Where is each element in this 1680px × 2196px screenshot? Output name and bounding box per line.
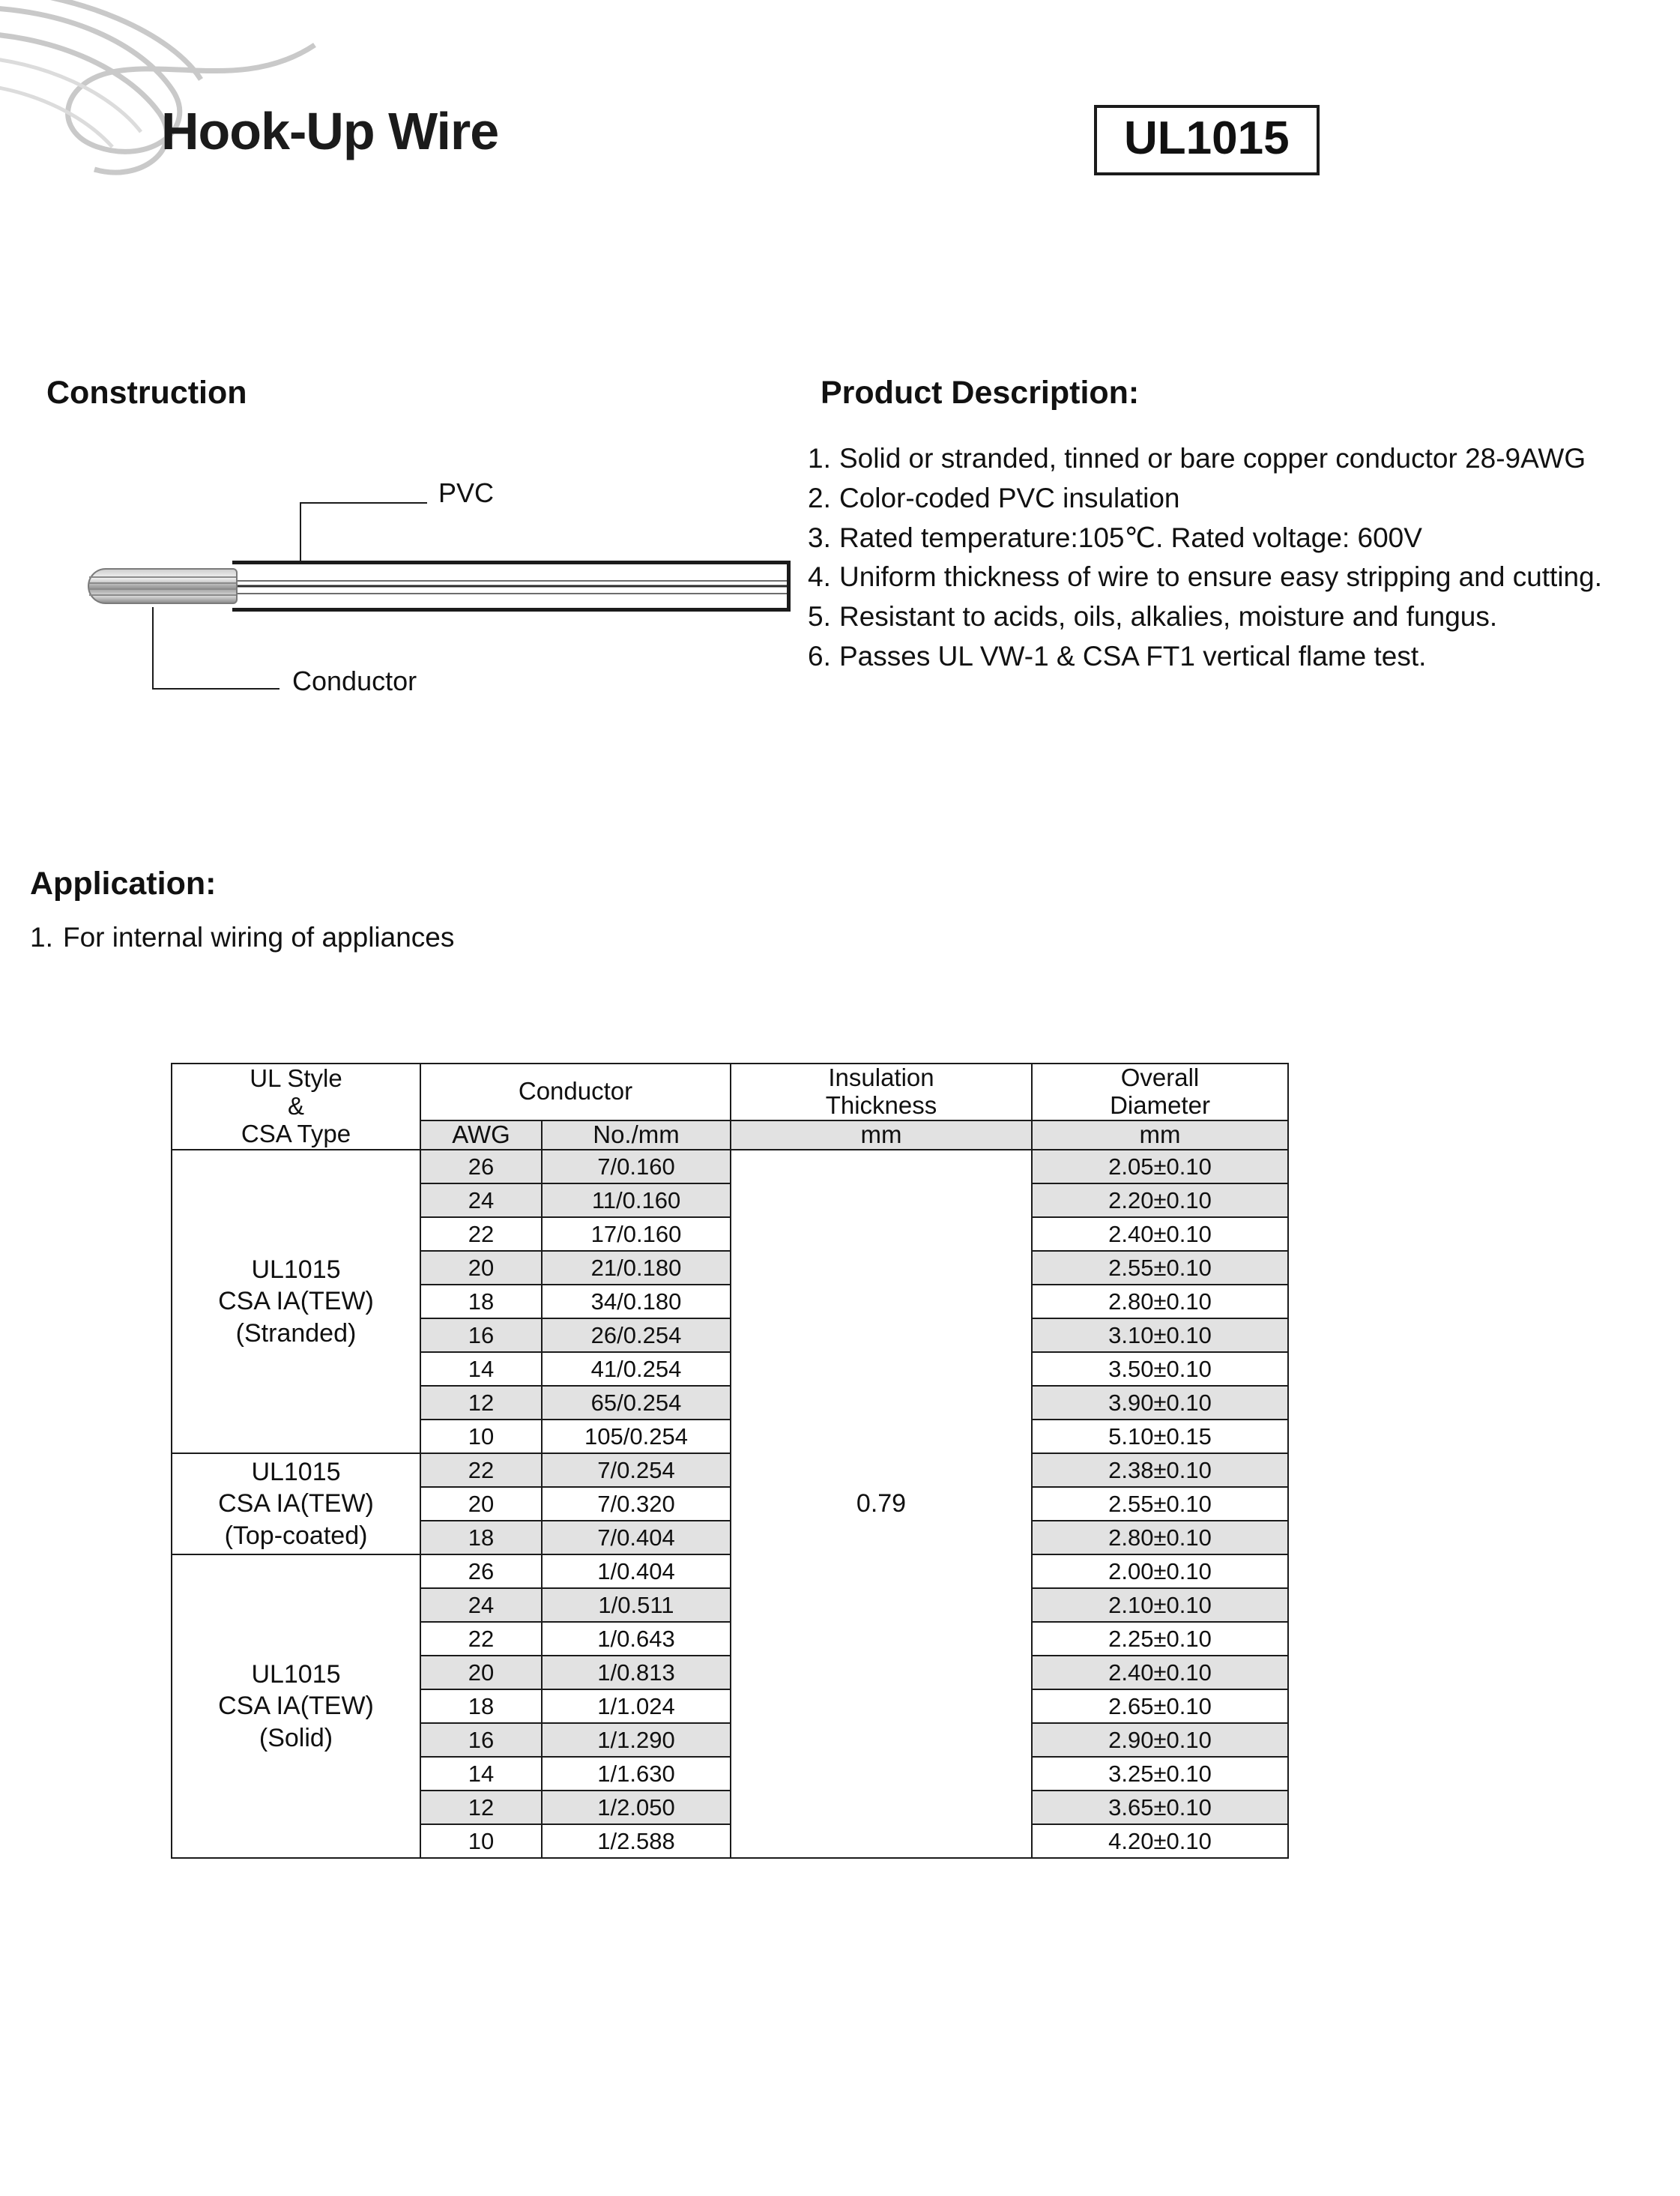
- cell-no-per-mm: 17/0.160: [542, 1217, 731, 1251]
- cell-awg: 18: [420, 1689, 542, 1723]
- header-overall-line2: Diameter: [1110, 1091, 1210, 1119]
- list-item: [808, 441, 1647, 477]
- cell-awg: 22: [420, 1622, 542, 1656]
- list-item: [808, 520, 1647, 557]
- group-style-line1: UL1015: [251, 1659, 341, 1689]
- specification-table: [171, 1063, 1289, 1859]
- cell-awg: 12: [420, 1791, 542, 1824]
- cell-overall-diameter: 3.10±0.10: [1032, 1318, 1288, 1352]
- list-item-number: 1.: [808, 443, 831, 474]
- list-item: [808, 480, 1647, 517]
- cell-no-per-mm: 26/0.254: [542, 1318, 731, 1352]
- cell-overall-diameter: 2.80±0.10: [1032, 1521, 1288, 1554]
- cell-awg: 20: [420, 1487, 542, 1521]
- cell-overall-diameter: 2.90±0.10: [1032, 1723, 1288, 1757]
- cell-no-per-mm: 65/0.254: [542, 1386, 731, 1420]
- header-awg: AWG: [420, 1120, 542, 1150]
- header-overall-diameter: [1032, 1064, 1288, 1120]
- cell-awg: 12: [420, 1386, 542, 1420]
- cell-overall-diameter: 3.50±0.10: [1032, 1352, 1288, 1386]
- group-style-line2: CSA IA(TEW): [218, 1489, 374, 1518]
- cell-awg: 10: [420, 1420, 542, 1453]
- cell-awg: 24: [420, 1183, 542, 1217]
- list-item: [808, 639, 1647, 675]
- list-item-text: Uniform thickness of wire to ensure easy stripping and cutting.: [839, 561, 1602, 593]
- list-item: [808, 559, 1647, 596]
- header-ul-style: [172, 1064, 420, 1150]
- group-style-top-coated: [172, 1453, 420, 1554]
- cell-overall-diameter: 3.90±0.10: [1032, 1386, 1288, 1420]
- cell-no-per-mm: 1/1.024: [542, 1689, 731, 1723]
- cell-no-per-mm: 21/0.180: [542, 1251, 731, 1285]
- header-insulation-thickness: [731, 1064, 1032, 1120]
- group-style-line1: UL1015: [251, 1255, 341, 1284]
- list-item-text: Solid or stranded, tinned or bare copper conductor 28-9AWG: [839, 443, 1586, 474]
- table-row: [172, 1453, 1288, 1487]
- list-item: [30, 922, 454, 953]
- cell-no-per-mm: 1/1.290: [542, 1723, 731, 1757]
- cell-no-per-mm: 41/0.254: [542, 1352, 731, 1386]
- cell-overall-diameter: 2.55±0.10: [1032, 1251, 1288, 1285]
- list-item-text: Resistant to acids, oils, alkalies, moisture and fungus.: [839, 601, 1498, 633]
- cell-awg: 22: [420, 1217, 542, 1251]
- cell-awg: 20: [420, 1251, 542, 1285]
- header-ul-style-line3: CSA Type: [241, 1119, 351, 1147]
- construction-diagram: [41, 472, 791, 720]
- wire-shade-line-lower: [232, 593, 787, 594]
- header-insulation-unit: mm: [731, 1120, 1032, 1150]
- list-item-number: 5.: [808, 601, 831, 633]
- cell-no-per-mm: 105/0.254: [542, 1420, 731, 1453]
- application-list: [30, 922, 454, 953]
- cell-awg: 20: [420, 1656, 542, 1689]
- cell-no-per-mm: 11/0.160: [542, 1183, 731, 1217]
- group-style-line3: (Solid): [259, 1723, 333, 1752]
- cell-awg: 18: [420, 1285, 542, 1318]
- list-item-number: 3.: [808, 522, 831, 553]
- cell-overall-diameter: 2.00±0.10: [1032, 1554, 1288, 1588]
- header-conductor: Conductor: [420, 1064, 731, 1120]
- cell-awg: 16: [420, 1318, 542, 1352]
- conductor-strand-line: [89, 576, 236, 578]
- conductor-strands: [88, 568, 238, 604]
- list-item-text: Rated temperature:105℃. Rated voltage: 600V: [839, 522, 1422, 553]
- cell-awg: 26: [420, 1554, 542, 1588]
- header-insulation-line2: Thickness: [825, 1091, 937, 1119]
- group-style-line1: UL1015: [251, 1457, 341, 1486]
- group-style-solid: [172, 1554, 420, 1858]
- cell-overall-diameter: 2.55±0.10: [1032, 1487, 1288, 1521]
- cell-no-per-mm: 1/0.813: [542, 1656, 731, 1689]
- conductor-strand-line: [89, 582, 236, 584]
- cell-awg: 22: [420, 1453, 542, 1487]
- cell-overall-diameter: 2.05±0.10: [1032, 1150, 1288, 1183]
- list-item-text: Passes UL VW-1 & CSA FT1 vertical flame test.: [839, 641, 1427, 672]
- cell-awg: 14: [420, 1757, 542, 1791]
- group-style-line3: (Top-coated): [224, 1521, 368, 1550]
- conductor-strand-line: [89, 588, 236, 590]
- cell-awg: 10: [420, 1824, 542, 1858]
- cell-awg: 24: [420, 1588, 542, 1622]
- cell-overall-diameter: 2.80±0.10: [1032, 1285, 1288, 1318]
- cell-overall-diameter: 3.25±0.10: [1032, 1757, 1288, 1791]
- list-item-text: For internal wiring of appliances: [63, 922, 455, 953]
- cell-overall-diameter: 2.65±0.10: [1032, 1689, 1288, 1723]
- page-title: Hook-Up Wire: [161, 102, 499, 160]
- header-insulation-line1: Insulation: [828, 1064, 934, 1091]
- conductor-leader-line-vertical: [152, 607, 154, 690]
- cell-no-per-mm: 7/0.254: [542, 1453, 731, 1487]
- group-style-stranded: [172, 1150, 420, 1453]
- list-item: [808, 599, 1647, 636]
- cell-overall-diameter: 3.65±0.10: [1032, 1791, 1288, 1824]
- cell-overall-diameter: 2.40±0.10: [1032, 1217, 1288, 1251]
- ul-style-badge-label: UL1015: [1124, 112, 1290, 164]
- group-style-line3: (Stranded): [235, 1318, 357, 1348]
- cell-insulation-thickness: 0.79: [731, 1150, 1032, 1858]
- header-ul-style-line1: UL Style: [250, 1064, 342, 1092]
- list-item-text: Color-coded PVC insulation: [839, 482, 1180, 513]
- wire-shade-line-upper: [232, 580, 787, 582]
- cell-overall-diameter: 2.25±0.10: [1032, 1622, 1288, 1656]
- list-item-number: 4.: [808, 561, 831, 593]
- cell-awg: 14: [420, 1352, 542, 1386]
- group-style-line2: CSA IA(TEW): [218, 1692, 374, 1721]
- cell-overall-diameter: 2.20±0.10: [1032, 1183, 1288, 1217]
- header-no-per-mm: No./mm: [542, 1120, 731, 1150]
- list-item-number: 6.: [808, 641, 831, 672]
- cell-overall-diameter: 5.10±0.15: [1032, 1420, 1288, 1453]
- cell-overall-diameter: 2.40±0.10: [1032, 1656, 1288, 1689]
- cell-no-per-mm: 1/2.050: [542, 1791, 731, 1824]
- wire-insulation-body: [232, 561, 791, 612]
- cell-awg: 26: [420, 1150, 542, 1183]
- conductor-strand-line: [89, 594, 236, 596]
- list-item-number: 2.: [808, 482, 831, 513]
- pvc-leader-line-horizontal: [300, 502, 427, 504]
- conductor-label: Conductor: [292, 666, 417, 696]
- conductor-leader-line-horizontal: [152, 688, 280, 690]
- product-description-list: [808, 441, 1647, 678]
- table-header-row: [172, 1064, 1288, 1120]
- cell-overall-diameter: 4.20±0.10: [1032, 1824, 1288, 1858]
- table-row: [172, 1150, 1288, 1183]
- cell-overall-diameter: 2.38±0.10: [1032, 1453, 1288, 1487]
- cell-no-per-mm: 1/2.588: [542, 1824, 731, 1858]
- header-overall-unit: mm: [1032, 1120, 1288, 1150]
- cell-no-per-mm: 1/0.404: [542, 1554, 731, 1588]
- pvc-label: PVC: [438, 477, 495, 508]
- application-heading: Application:: [30, 866, 217, 902]
- list-item-number: 1.: [30, 922, 53, 953]
- construction-heading: Construction: [46, 375, 247, 411]
- cell-awg: 18: [420, 1521, 542, 1554]
- header-ul-style-line2: &: [287, 1091, 304, 1120]
- product-description-heading: Product Description:: [821, 375, 1140, 411]
- header-overall-line1: Overall: [1120, 1064, 1200, 1091]
- cell-no-per-mm: 7/0.320: [542, 1487, 731, 1521]
- cell-no-per-mm: 7/0.404: [542, 1521, 731, 1554]
- cell-no-per-mm: 7/0.160: [542, 1150, 731, 1183]
- cell-no-per-mm: 1/1.630: [542, 1757, 731, 1791]
- cell-no-per-mm: 1/0.643: [542, 1622, 731, 1656]
- wire-center-line: [232, 585, 787, 588]
- group-style-line2: CSA IA(TEW): [218, 1287, 374, 1316]
- ul-style-badge: [1094, 105, 1320, 175]
- cell-no-per-mm: 34/0.180: [542, 1285, 731, 1318]
- cell-awg: 16: [420, 1723, 542, 1757]
- table-row: [172, 1554, 1288, 1588]
- cell-overall-diameter: 2.10±0.10: [1032, 1588, 1288, 1622]
- cell-no-per-mm: 1/0.511: [542, 1588, 731, 1622]
